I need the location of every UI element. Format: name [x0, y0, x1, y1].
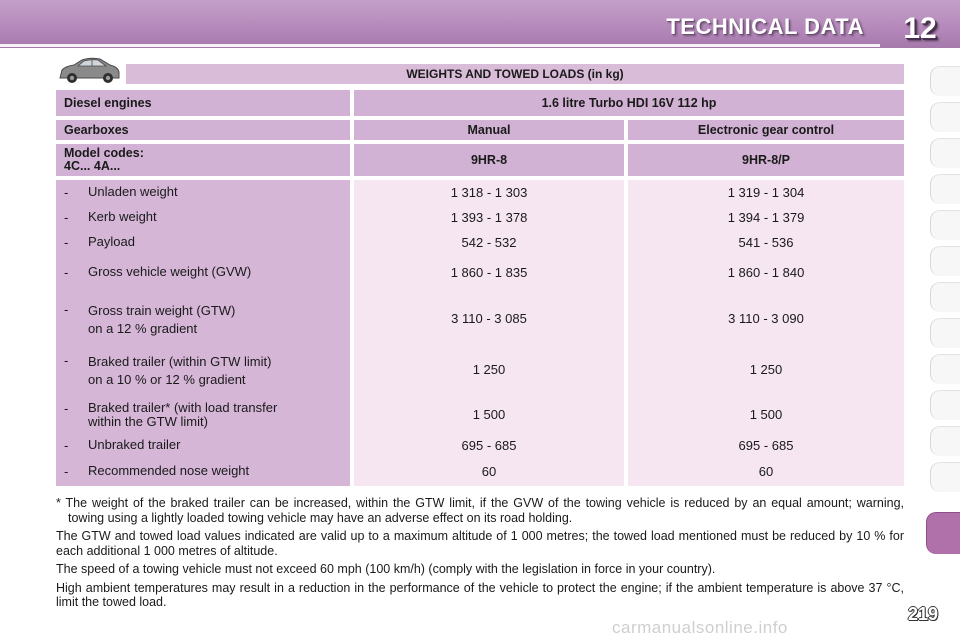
row-dash: - [64, 353, 69, 368]
model-code-manual: 9HR-8 [354, 144, 624, 176]
page-number: 219 [907, 604, 938, 624]
row-label: Payload [88, 234, 135, 249]
gearbox-row [56, 120, 904, 140]
gearbox-electronic: Electronic gear control [628, 120, 904, 140]
note-paragraph: The speed of a towing vehicle must not exceed 60 mph (100 km/h) (comply with the legislation in force in your country). [56, 562, 716, 576]
row-label: Unbraked trailer [88, 437, 181, 452]
chapter-tab[interactable] [930, 426, 960, 456]
row-dash: - [64, 438, 69, 453]
engine-value: 1.6 litre Turbo HDI 16V 112 hp [354, 90, 904, 116]
table-body [56, 180, 904, 486]
row-dash: - [64, 302, 69, 317]
model-code-electronic: 9HR-8/P [628, 144, 904, 176]
chapter-tab[interactable] [930, 174, 960, 204]
model-label-line: Model codes: [64, 146, 144, 160]
row-dash: - [64, 464, 69, 479]
chapter-tab-active[interactable] [926, 512, 960, 554]
chapter-tab[interactable] [930, 462, 960, 492]
chapter-tabs [930, 66, 960, 574]
row-value-manual: 1 500 [472, 407, 506, 422]
engine-label: Diesel engines [56, 90, 350, 116]
chapter-tab[interactable] [930, 318, 960, 348]
watermark: carmanualsonline.info [612, 618, 788, 637]
row-dash: - [64, 185, 69, 200]
chapter-tab[interactable] [930, 138, 960, 168]
page-title: TECHNICAL DATA [666, 14, 864, 39]
row-value-electronic: 1 394 - 1 379 [727, 210, 805, 225]
row-value-electronic: 3 110 - 3 090 [728, 311, 804, 326]
table-row [56, 353, 904, 387]
chapter-tab[interactable] [930, 102, 960, 132]
row-value-electronic: 1 860 - 1 840 [727, 265, 805, 280]
table-title: WEIGHTS AND TOWED LOADS (in kg) [126, 64, 904, 84]
row-value-manual: 695 - 685 [461, 438, 517, 453]
row-value-electronic: 60 [758, 464, 774, 479]
row-value-manual: 1 318 - 1 303 [450, 185, 528, 200]
row-label: Braked trailer* (with load transfer within the GTW limit) [88, 400, 278, 429]
chapter-tab[interactable] [930, 282, 960, 312]
gearbox-manual: Manual [354, 120, 624, 140]
row-value-manual: 542 - 532 [461, 235, 517, 250]
note-paragraph: High ambient temperatures may result in a reduction in the performance of the vehicle to protect the engine; if the ambient temperature is above 37 °C, limit the towed load. [56, 580, 904, 609]
row-dash: - [64, 235, 69, 250]
row-value-manual: 60 [481, 464, 497, 479]
row-dash: - [64, 265, 69, 280]
row-label: Recommended nose weight [88, 463, 250, 478]
footnote: * The weight of the braked trailer can be increased, within the GTW limit, if the GVW of the towing vehicle is reduced by an equal amount; warning, towing using a lightly loaded towing vehicle may have an adverse effect on its road holding. [56, 496, 904, 525]
gearbox-label: Gearboxes [56, 120, 350, 140]
row-value-electronic: 1 319 - 1 304 [727, 185, 805, 200]
row-value-manual: 1 250 [472, 362, 506, 377]
note-paragraph: The GTW and towed load values indicated are valid up to a maximum altitude of 1 000 metres; the towed load mentioned must be reduced by 10 % for each additional 1 000 metres of altitude. [56, 529, 904, 558]
table-row [56, 302, 904, 336]
row-value-electronic: 1 250 [749, 362, 783, 377]
row-label: Gross train weight (GTW) on a 12 % gradient [88, 303, 236, 336]
chapter-tab[interactable] [930, 354, 960, 384]
row-label: Braked trailer (within GTW limit) on a 10 % or 12 % gradient [88, 354, 272, 387]
row-value-manual: 1 860 - 1 835 [450, 265, 528, 280]
chapter-tab[interactable] [930, 210, 960, 240]
engine-row [56, 90, 904, 116]
chapter-tab[interactable] [930, 66, 960, 96]
chapter-tab[interactable] [930, 390, 960, 420]
header-rule [0, 44, 880, 47]
table-row [56, 401, 904, 431]
notes [56, 496, 904, 614]
row-value-electronic: 695 - 685 [738, 438, 794, 453]
row-label: Gross vehicle weight (GVW) [88, 264, 252, 279]
chapter-number: 12 [903, 12, 937, 45]
row-value-manual: 3 110 - 3 085 [451, 311, 527, 326]
row-value-manual: 1 393 - 1 378 [450, 210, 528, 225]
row-label: Kerb weight [88, 209, 157, 224]
row-dash: - [64, 210, 69, 225]
row-value-electronic: 541 - 536 [738, 235, 794, 250]
model-label-line: 4C... 4A... [64, 159, 121, 173]
model-label [56, 144, 350, 176]
row-value-electronic: 1 500 [749, 407, 783, 422]
chapter-tab[interactable] [930, 246, 960, 276]
model-row [56, 144, 904, 176]
car-icon [56, 56, 122, 86]
row-label: Unladen weight [88, 184, 178, 199]
row-dash: - [64, 401, 69, 416]
